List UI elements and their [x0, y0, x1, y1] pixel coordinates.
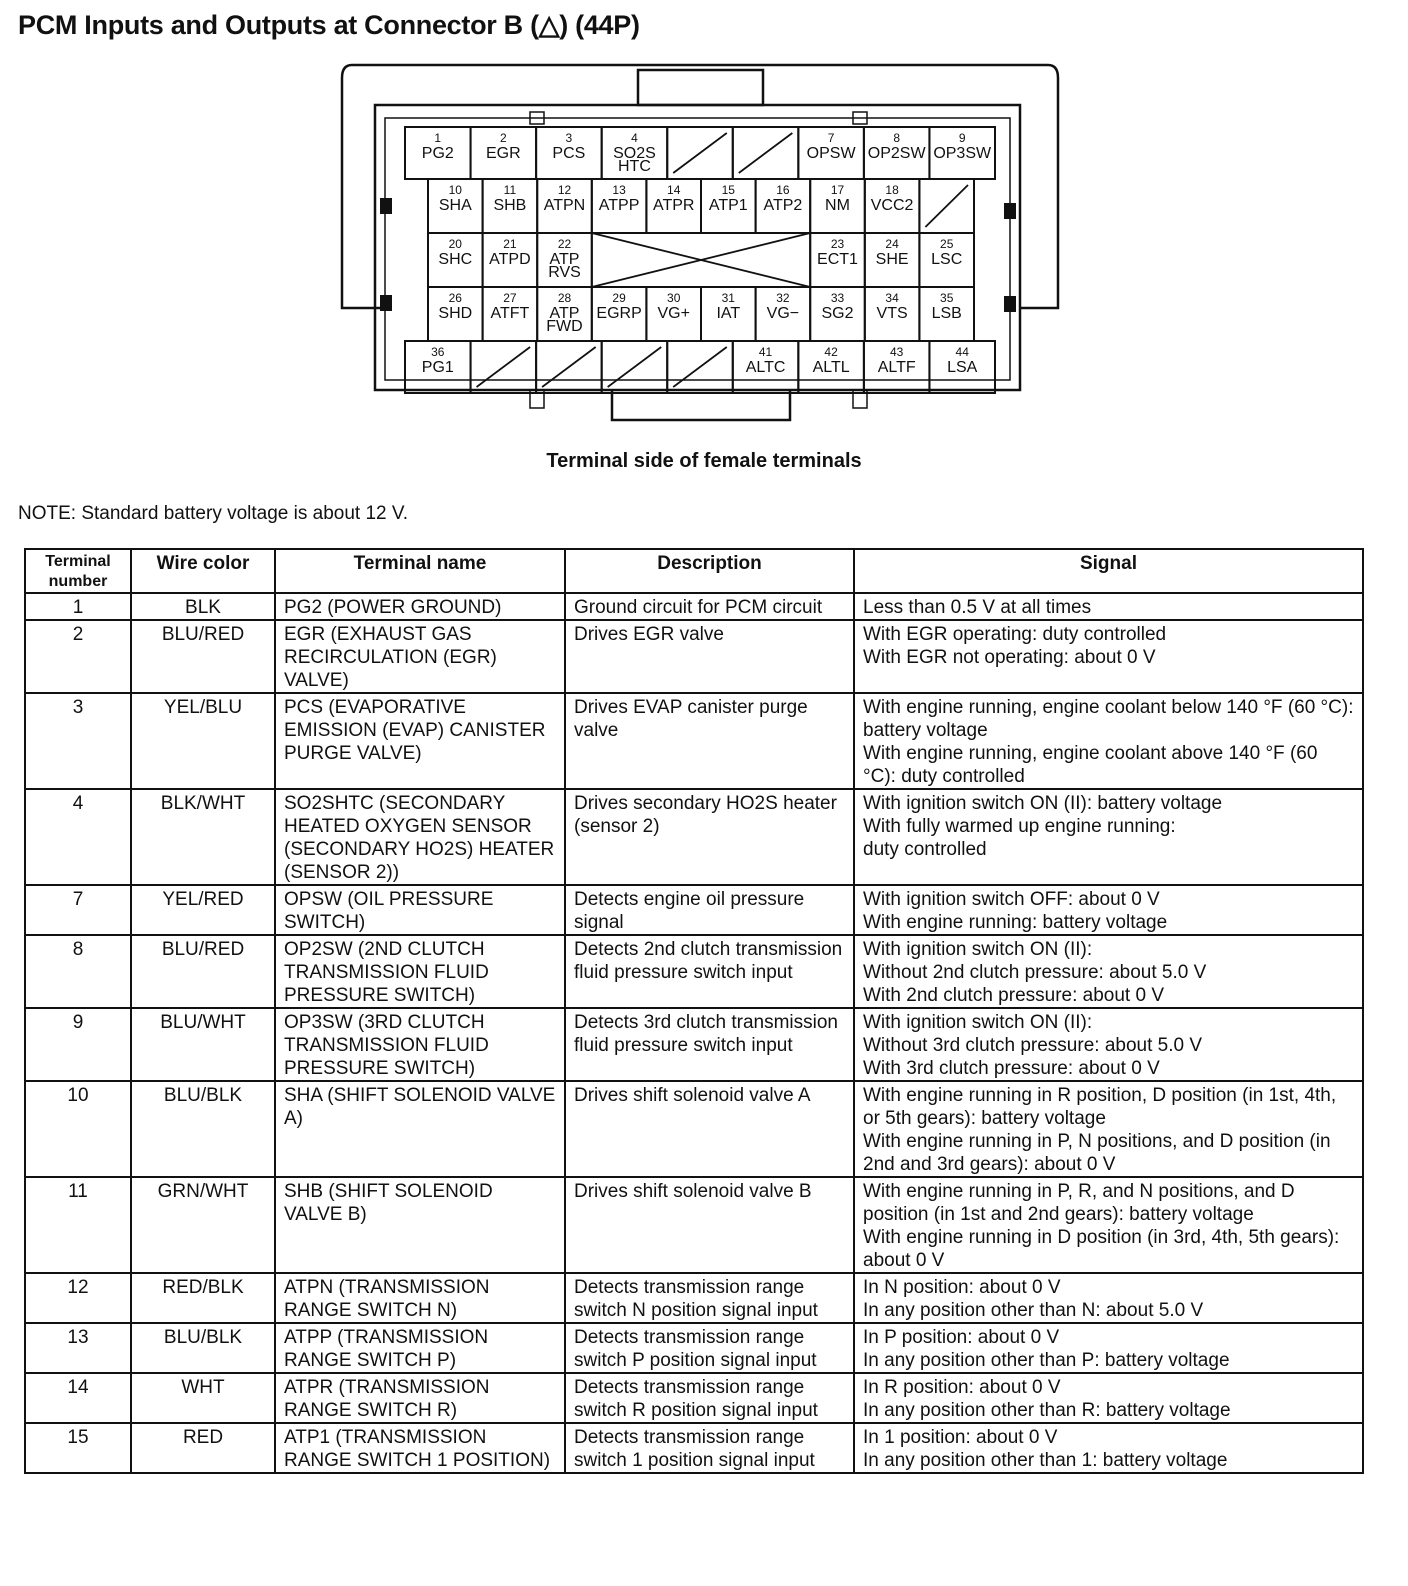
page-title: PCM Inputs and Outputs at Connector B (△) (44P)	[18, 10, 640, 40]
terminal-name-label: OP3SW	[933, 145, 992, 162]
terminal-name-label: VG−	[766, 305, 800, 322]
terminal-number-cell: 12	[25, 1273, 131, 1323]
wire-color-cell: BLU/BLK	[131, 1081, 275, 1177]
terminal-name-cell: ATPP (TRANSMISSION RANGE SWITCH P)	[275, 1323, 565, 1373]
signal-cell	[854, 693, 1363, 789]
terminal-name-label: ALTF	[877, 359, 916, 376]
signal-line: Without 3rd clutch pressure: about 5.0 V	[863, 1035, 1203, 1056]
terminal-number-cell: 14	[25, 1373, 131, 1423]
terminal-name-label: SHD	[438, 305, 473, 322]
terminal-number-label: 26	[448, 291, 462, 305]
signal-line: Less than 0.5 V at all times	[863, 597, 1092, 618]
terminal-name-cell: ATPN (TRANSMISSION RANGE SWITCH N)	[275, 1273, 565, 1323]
table-row	[25, 1373, 1363, 1423]
terminal-number-label: 44	[955, 345, 969, 359]
wire-color-cell: RED	[131, 1423, 275, 1473]
terminal-name-cell: PG2 (POWER GROUND)	[275, 593, 565, 620]
terminal-name-label: ATPP	[598, 197, 640, 214]
terminal-name-cell: OPSW (OIL PRESSURE SWITCH)	[275, 885, 565, 935]
terminal-name-label: FWD	[546, 318, 583, 335]
wire-color-cell: BLU/RED	[131, 935, 275, 1008]
signal-cell	[854, 935, 1363, 1008]
terminal-number-label: 42	[824, 345, 838, 359]
terminal-name-label: LSC	[931, 251, 963, 268]
terminal-number-cell: 15	[25, 1423, 131, 1473]
signal-line: With ignition switch OFF: about 0 V	[863, 889, 1160, 910]
table-row	[25, 1081, 1363, 1177]
description-cell: Detects 2nd clutch transmission fluid pressure switch input	[565, 935, 854, 1008]
signal-cell	[854, 1423, 1363, 1473]
terminal-name-label: LSA	[947, 359, 978, 376]
signal-line: With engine running, engine coolant below 140 °F (60 °C): battery voltage	[863, 697, 1354, 741]
signal-cell	[854, 1373, 1363, 1423]
table-row	[25, 593, 1363, 620]
terminal-number-cell: 8	[25, 935, 131, 1008]
signal-cell	[854, 885, 1363, 935]
terminal-name-label: NM	[825, 197, 850, 214]
terminal-number-label: 13	[612, 183, 626, 197]
terminal-name-label: PG1	[421, 359, 454, 376]
signal-line: With fully warmed up engine running:	[863, 816, 1176, 837]
terminal-number-label: 41	[758, 345, 773, 359]
description-cell: Detects 3rd clutch transmission fluid pressure switch input	[565, 1008, 854, 1081]
header-wire-color: Wire color	[131, 549, 275, 593]
wire-color-cell: BLU/WHT	[131, 1008, 275, 1081]
terminal-name-label: IAT	[716, 305, 741, 322]
wire-color-cell: BLK	[131, 593, 275, 620]
signal-line: In N position: about 0 V	[863, 1277, 1061, 1298]
signal-line: duty controlled	[863, 839, 987, 860]
diagram-caption: Terminal side of female terminals	[546, 450, 862, 472]
terminal-number-label: 43	[889, 345, 904, 359]
terminal-number-label: 22	[557, 237, 572, 251]
terminal-number-label: 17	[830, 183, 845, 197]
terminal-number-label: 12	[557, 183, 572, 197]
signal-cell	[854, 593, 1363, 620]
terminal-number-cell: 9	[25, 1008, 131, 1081]
wire-color-cell: RED/BLK	[131, 1273, 275, 1323]
terminal-number-cell: 2	[25, 620, 131, 693]
terminal-number-label: 21	[503, 237, 517, 251]
terminal-number-label: 23	[830, 237, 845, 251]
terminal-name-label: ATPD	[489, 251, 531, 268]
terminal-name-label: LSB	[931, 305, 962, 322]
terminal-number-label: 31	[721, 291, 735, 305]
signal-cell	[854, 1323, 1363, 1373]
terminal-number-label: 8	[893, 131, 901, 145]
table-row	[25, 1323, 1363, 1373]
terminal-name-label: ECT1	[817, 251, 858, 268]
wire-color-cell: WHT	[131, 1373, 275, 1423]
wire-color-cell: GRN/WHT	[131, 1177, 275, 1273]
wire-color-cell: YEL/BLU	[131, 693, 275, 789]
header-terminal-name: Terminal name	[275, 549, 565, 593]
table-row	[25, 885, 1363, 935]
terminal-number-cell: 10	[25, 1081, 131, 1177]
terminal-name-cell: OP2SW (2ND CLUTCH TRANSMISSION FLUID PRESSURE SWITCH)	[275, 935, 565, 1008]
terminal-number-cell: 3	[25, 693, 131, 789]
header-terminal-number: Terminal number	[25, 549, 131, 593]
terminal-number-label: 7	[827, 131, 835, 145]
table-row	[25, 1273, 1363, 1323]
signal-line: With EGR not operating: about 0 V	[863, 647, 1156, 668]
terminal-number-label: 4	[631, 131, 638, 145]
terminal-name-cell: OP3SW (3RD CLUTCH TRANSMISSION FLUID PRESSURE SWITCH)	[275, 1008, 565, 1081]
terminal-number-label: 15	[721, 183, 735, 197]
note-text: NOTE: Standard battery voltage is about 12 V.	[18, 503, 409, 524]
description-cell: Detects engine oil pressure signal	[565, 885, 854, 935]
table-row	[25, 1177, 1363, 1273]
signal-line: With engine running in P, N positions, and D position (in 2nd and 3rd gears): about 0 V	[863, 1131, 1331, 1175]
terminal-name-label: SG2	[821, 305, 854, 322]
terminal-name-label: ATPN	[543, 197, 586, 214]
signal-cell	[854, 789, 1363, 885]
description-cell: Drives shift solenoid valve A	[565, 1081, 854, 1177]
terminal-number-label: 36	[431, 345, 445, 359]
terminal-name-label: ALTL	[812, 359, 850, 376]
signal-cell	[854, 620, 1363, 693]
header-description: Description	[565, 549, 854, 593]
terminal-number-cell: 1	[25, 593, 131, 620]
terminal-number-label: 2	[499, 131, 507, 145]
signal-line: In any position other than 1: battery voltage	[863, 1450, 1228, 1471]
signal-cell	[854, 1273, 1363, 1323]
terminal-number-label: 28	[557, 291, 572, 305]
terminal-number-label: 1	[434, 131, 442, 145]
signal-line: In 1 position: about 0 V	[863, 1427, 1058, 1448]
terminal-number-label: 10	[448, 183, 462, 197]
terminal-name-label: EGRP	[596, 305, 642, 322]
terminal-number-label: 34	[885, 291, 899, 305]
signal-line: With ignition switch ON (II): battery voltage	[863, 793, 1223, 814]
terminal-name-label: ATP1	[708, 197, 748, 214]
terminal-number-label: 9	[958, 131, 966, 145]
terminal-number-label: 16	[776, 183, 790, 197]
signal-line: In any position other than R: battery voltage	[863, 1400, 1231, 1421]
signal-cell	[854, 1177, 1363, 1273]
description-cell: Drives EVAP canister purge valve	[565, 693, 854, 789]
table-row	[25, 789, 1363, 885]
terminal-number-label: 25	[940, 237, 954, 251]
wire-color-cell: YEL/RED	[131, 885, 275, 935]
description-cell: Drives secondary HO2S heater (sensor 2)	[565, 789, 854, 885]
terminal-name-label: SO2S	[613, 145, 656, 162]
terminal-name-label: SHE	[875, 251, 909, 268]
terminal-number-label: 3	[565, 131, 573, 145]
terminal-name-label: ATFT	[490, 305, 530, 322]
terminal-name-cell: ATP1 (TRANSMISSION RANGE SWITCH 1 POSITION)	[275, 1423, 565, 1473]
terminal-name-cell: PCS (EVAPORATIVE EMISSION (EVAP) CANISTER PURGE VALVE)	[275, 693, 565, 789]
terminal-number-label: 35	[940, 291, 954, 305]
signal-line: With ignition switch ON (II):	[863, 1012, 1093, 1033]
description-cell: Detects transmission range switch N position signal input	[565, 1273, 854, 1323]
terminal-number-label: 11	[503, 183, 517, 197]
terminal-name-cell: EGR (EXHAUST GAS RECIRCULATION (EGR) VALVE)	[275, 620, 565, 693]
signal-line: With engine running: battery voltage	[863, 912, 1168, 933]
terminal-number-label: 18	[885, 183, 899, 197]
terminal-name-label: PCS	[552, 145, 586, 162]
terminal-number-cell: 13	[25, 1323, 131, 1373]
terminal-name-label: PG2	[421, 145, 454, 162]
description-cell: Ground circuit for PCM circuit	[565, 593, 854, 620]
terminal-number-label: 20	[448, 237, 462, 251]
signal-line: With engine running in P, R, and N positions, and D position (in 1st and 2nd gears): battery voltage	[863, 1181, 1295, 1225]
terminal-number-label: 14	[667, 183, 681, 197]
terminal-table	[24, 548, 1364, 1474]
description-cell: Detects transmission range switch 1 position signal input	[565, 1423, 854, 1473]
signal-line: With engine running, engine coolant above 140 °F (60 °C): duty controlled	[863, 743, 1318, 787]
terminal-name-label: VTS	[876, 305, 908, 322]
signal-cell	[854, 1008, 1363, 1081]
terminal-name-label: RVS	[548, 264, 581, 281]
signal-line: In R position: about 0 V	[863, 1377, 1061, 1398]
terminal-name-label: VCC2	[870, 197, 914, 214]
terminal-number-cell: 4	[25, 789, 131, 885]
terminal-name-label: EGR	[485, 145, 521, 162]
terminal-name-label: OPSW	[806, 145, 856, 162]
signal-line: In P position: about 0 V	[863, 1327, 1060, 1348]
table-row	[25, 935, 1363, 1008]
wire-color-cell: BLU/BLK	[131, 1323, 275, 1373]
signal-cell	[854, 1081, 1363, 1177]
terminal-number-label: 29	[612, 291, 626, 305]
terminal-number-cell: 11	[25, 1177, 131, 1273]
table-row	[25, 620, 1363, 693]
description-cell: Drives EGR valve	[565, 620, 854, 693]
terminal-name-label: ALTC	[745, 359, 786, 376]
terminal-name-label: VG+	[657, 305, 690, 322]
terminal-number-label: 24	[885, 237, 899, 251]
terminal-name-cell: ATPR (TRANSMISSION RANGE SWITCH R)	[275, 1373, 565, 1423]
connector-diagram	[330, 60, 1070, 430]
signal-line: With ignition switch ON (II):	[863, 939, 1093, 960]
header-signal: Signal	[854, 549, 1363, 593]
wire-color-cell: BLK/WHT	[131, 789, 275, 885]
description-cell: Detects transmission range switch R position signal input	[565, 1373, 854, 1423]
wire-color-cell: BLU/RED	[131, 620, 275, 693]
terminal-name-label: HTC	[617, 158, 651, 175]
table-row	[25, 693, 1363, 789]
terminal-name-label: ATP	[549, 305, 580, 322]
signal-line: With 3rd clutch pressure: about 0 V	[863, 1058, 1160, 1079]
terminal-number-label: 30	[667, 291, 681, 305]
terminal-number-label: 33	[830, 291, 845, 305]
signal-line: In any position other than N: about 5.0 V	[863, 1300, 1204, 1321]
terminal-name-cell: SHB (SHIFT SOLENOID VALVE B)	[275, 1177, 565, 1273]
terminal-number-label: 32	[776, 291, 790, 305]
terminal-name-label: SHC	[438, 251, 473, 268]
table-row	[25, 1008, 1363, 1081]
terminal-name-label: SHB	[493, 197, 527, 214]
terminal-name-cell: SO2SHTC (SECONDARY HEATED OXYGEN SENSOR (SECONDARY HO2S) HEATER (SENSOR 2))	[275, 789, 565, 885]
terminal-number-cell: 7	[25, 885, 131, 935]
signal-line: With engine running in R position, D position (in 1st, 4th, or 5th gears): battery voltage	[863, 1085, 1337, 1129]
signal-line: With 2nd clutch pressure: about 0 V	[863, 985, 1164, 1006]
signal-line: With EGR operating: duty controlled	[863, 624, 1167, 645]
terminal-number-label: 27	[503, 291, 517, 305]
terminal-name-cell: SHA (SHIFT SOLENOID VALVE A)	[275, 1081, 565, 1177]
table-header-row	[25, 549, 1363, 593]
table-row	[25, 1423, 1363, 1473]
description-cell: Detects transmission range switch P position signal input	[565, 1323, 854, 1373]
terminal-name-label: OP2SW	[867, 145, 926, 162]
terminal-name-label: ATP2	[763, 197, 803, 214]
signal-line: Without 2nd clutch pressure: about 5.0 V	[863, 962, 1207, 983]
description-cell: Drives shift solenoid valve B	[565, 1177, 854, 1273]
terminal-name-label: ATP	[549, 251, 580, 268]
terminal-name-label: ATPR	[652, 197, 695, 214]
signal-line: In any position other than P: battery voltage	[863, 1350, 1230, 1371]
terminal-name-label: SHA	[438, 197, 472, 214]
signal-line: With engine running in D position (in 3rd, 4th, 5th gears): about 0 V	[863, 1227, 1340, 1271]
